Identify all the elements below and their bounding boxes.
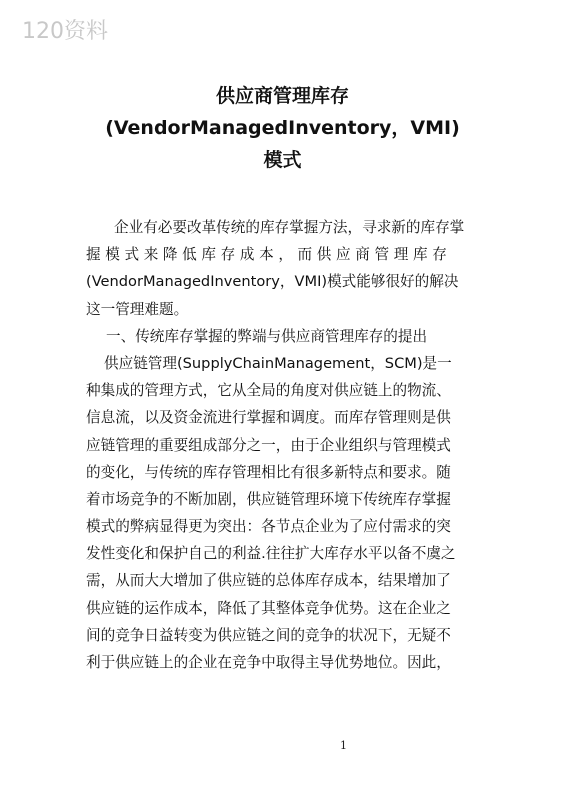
paragraph-line: 着市场竞争的不断加剧，供应链管理环境下传统库存掌握: [86, 490, 451, 508]
watermark-logo-text: 120资料: [22, 19, 108, 44]
paragraph-line: (VendorManagedInventory，VMI)模式能够很好的解决: [86, 273, 459, 291]
title-line-2: (VendorManagedInventory，VMI): [105, 117, 460, 139]
section-heading-text: 一、传统库存掌握的弊端与供应商管理库存的提出: [106, 327, 428, 345]
paragraph-line: 模式的弊病显得更为突出：各节点企业为了应付需求的突: [86, 518, 451, 536]
document-body: [86, 214, 480, 676]
paragraph-line: 供应链的运作成本，降低了其整体竞争优势。这在企业之: [86, 599, 451, 617]
page-number: 1: [340, 739, 347, 752]
paragraph-line: 利于供应链上的企业在竞争中取得主导优势地位。因此，: [86, 654, 451, 671]
section-heading: [86, 323, 480, 350]
paragraph-intro: [86, 214, 480, 323]
paragraph-line: 发性变化和保护自己的利益.往往扩大库存水平以备不虞之: [86, 545, 456, 563]
paragraph-line: 间的竞争日益转变为供应链之间的竞争的状况下，无疑不: [86, 626, 451, 644]
paragraph-line: 供应链管理(SupplyChainManagement，SCM)是一: [104, 354, 452, 372]
paragraph-line: 的变化，与传统的库存管理相比有很多新特点和要求。随: [86, 463, 451, 481]
title-line-3: 模式: [263, 149, 302, 171]
title-line-1: 供应商管理库存: [215, 85, 349, 107]
paragraph-scm: [86, 350, 480, 676]
paragraph-line: 种集成的管理方式，它从全局的角度对供应链上的物流、: [86, 382, 451, 400]
paragraph-line: 信息流，以及资金流进行掌握和调度。而库存管理则是供: [86, 409, 451, 427]
paragraph-line: 企业有必要改革传统的库存掌握方法，寻求新的库存掌: [114, 219, 465, 236]
paragraph-line: 应链管理的重要组成部分之一，由于企业组织与管理模式: [86, 436, 451, 454]
paragraph-line: 握 模 式 来 降 低 库 存 成 本 ， 而 供 应 商 管 理 库 存: [86, 246, 447, 264]
paragraph-line: 需，从而大大增加了供应链的总体库存成本，结果增加了: [86, 572, 451, 590]
paragraph-line: 这一管理难题。: [86, 300, 189, 318]
document-title: [0, 80, 565, 176]
